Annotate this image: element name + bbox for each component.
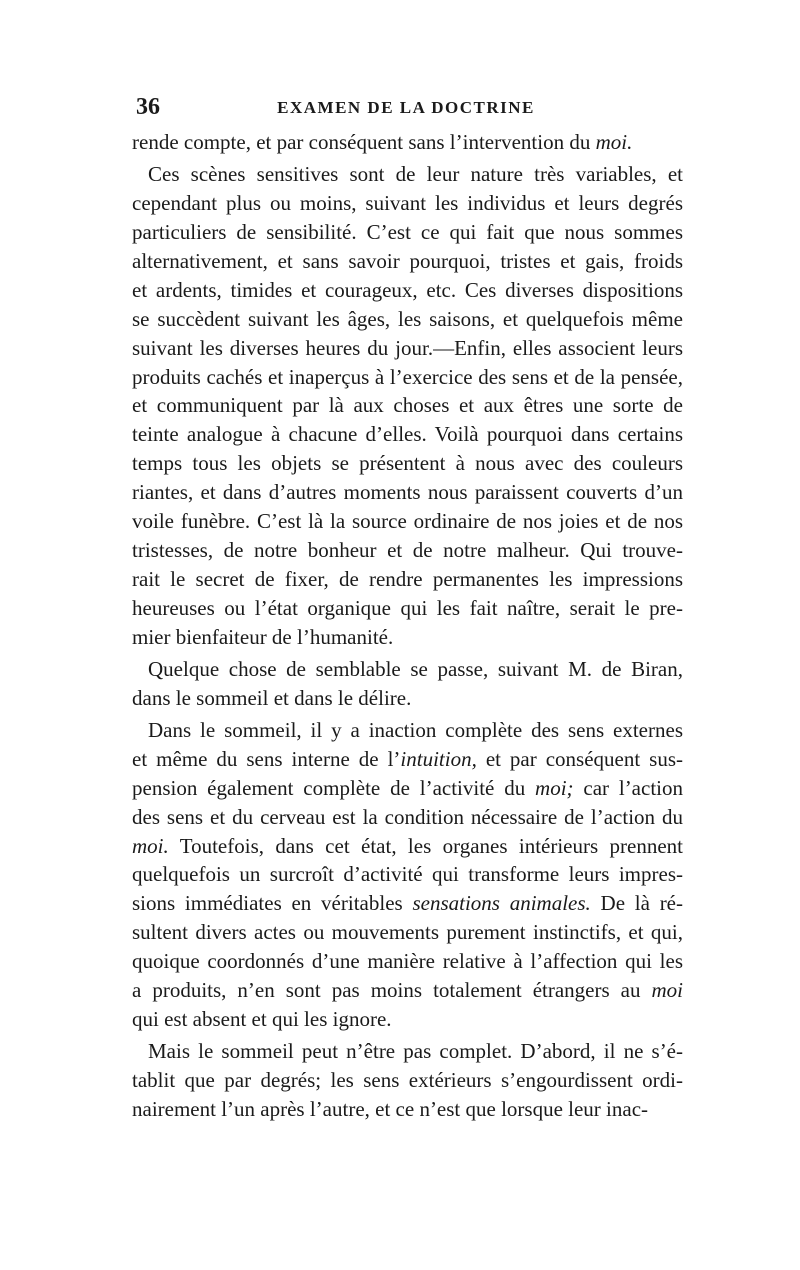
- text-run: rait le secret de fixer, de rendre permanentes les impressions: [132, 567, 683, 592]
- text-line: [132, 684, 683, 713]
- italic-text: moi: [651, 978, 683, 1003]
- running-title: EXAMEN DE LA DOCTRINE: [277, 98, 535, 117]
- text-line: [132, 832, 683, 861]
- text-line: [132, 478, 683, 507]
- text-run: Dans le sommeil, il y a inaction complète des sens externes: [148, 717, 683, 742]
- text-line: [132, 774, 683, 803]
- text-line: [132, 276, 683, 305]
- text-run: se succèdent suivant les âges, les saisons, et quelquefois même: [132, 306, 683, 331]
- text-line: [132, 391, 683, 420]
- text-run: De là ré-: [590, 891, 683, 916]
- text-line: [132, 918, 683, 947]
- text-run: des sens et du cerveau est la condition nécessaire de l’action du: [132, 804, 683, 829]
- paragraph: [132, 1037, 683, 1124]
- text-run: sions immédiates en véritables: [132, 891, 413, 916]
- paragraph: [132, 655, 683, 713]
- text-run: pension également complète de l’activité du: [132, 775, 536, 800]
- body-text: [132, 128, 683, 1124]
- text-run: sultent divers actes ou mouvements purement instinctifs, et qui,: [132, 920, 683, 945]
- text-line: [132, 449, 683, 478]
- text-line: [132, 160, 683, 189]
- text-run: Toutefois, dans cet état, les organes intérieurs prennent: [168, 833, 683, 858]
- text-line: [132, 803, 683, 832]
- text-run: suivant les diverses heures du jour.—Enfin, elles associent leurs: [132, 335, 683, 360]
- text-line: [132, 334, 683, 363]
- text-line: [132, 976, 683, 1005]
- text-line: [132, 189, 683, 218]
- text-run: a produits, n’en sont pas moins totalement étrangers au: [132, 978, 652, 1003]
- text-line: [132, 716, 683, 745]
- text-run: Mais le sommeil peut n’être pas complet. D’abord, il ne s’é-: [148, 1039, 683, 1064]
- italic-text: moi.: [132, 833, 169, 858]
- text-line: [132, 947, 683, 976]
- text-line: [132, 1005, 683, 1034]
- text-line: [132, 218, 683, 247]
- text-line: [132, 128, 683, 157]
- italic-text: sensations animales.: [412, 891, 591, 916]
- text-run: tristesses, de notre bonheur et de notre malheur. Qui trouve-: [132, 538, 683, 563]
- text-line: [132, 889, 683, 918]
- page-number: 36: [136, 94, 160, 120]
- text-run: teinte analogue à chacune d’elles. Voilà pourquoi dans certains: [132, 422, 683, 447]
- text-line: [132, 363, 683, 392]
- italic-text: moi.: [595, 130, 633, 154]
- paragraph: [132, 128, 683, 157]
- text-run: tablit que par degrés; les sens extérieurs s’engourdissent ordi-: [132, 1068, 683, 1092]
- text-run: riantes, et dans d’autres moments nous paraissent couverts d’un: [132, 480, 683, 505]
- text-line: [132, 1066, 683, 1095]
- text-run: produits cachés et inaperçus à l’exercice des sens et de la pensée,: [132, 364, 683, 389]
- text-line: [132, 745, 683, 774]
- text-run: heureuses ou l’état organique qui les fait naître, serait le pre-: [132, 596, 683, 620]
- text-run: particuliers de sensibilité. C’est ce qui fait que nous sommes: [132, 219, 683, 244]
- text-line: [132, 536, 683, 565]
- text-run: et par conséquent sus-: [476, 746, 683, 771]
- text-line: [132, 507, 683, 536]
- text-run: mier bienfaiteur de l’humanité.: [132, 624, 394, 649]
- text-line: [132, 655, 683, 684]
- text-run: quelquefois un surcroît d’activité qui transforme leurs impres-: [132, 862, 683, 887]
- text-line: [132, 1095, 683, 1124]
- text-run: rende compte, et par conséquent sans l’intervention du: [132, 130, 596, 154]
- text-run: car l’action: [573, 775, 683, 800]
- text-run: et même du sens interne de l’: [132, 746, 401, 771]
- text-run: Quelque chose de semblable se passe, suivant M. de Biran,: [148, 656, 683, 681]
- text-run: voile funèbre. C’est là la source ordinaire de nos joies et de nos: [132, 509, 683, 534]
- text-line: [132, 565, 683, 594]
- italic-text: moi;: [535, 775, 574, 800]
- text-line: [132, 860, 683, 889]
- italic-text: intuition,: [400, 746, 477, 771]
- text-line: [132, 420, 683, 449]
- text-run: cependant plus ou moins, suivant les individus et leurs degrés: [132, 190, 683, 215]
- text-line: [132, 305, 683, 334]
- text-run: et ardents, timides et courageux, etc. Ces diverses dispositions: [132, 277, 683, 302]
- paragraph: [132, 716, 683, 1034]
- text-run: quoique coordonnés d’une manière relative à l’affection qui les: [132, 949, 683, 974]
- text-run: temps tous les objets se présentent à nous avec des couleurs: [132, 451, 683, 476]
- page-header: [130, 94, 682, 122]
- text-line: [132, 623, 683, 652]
- text-run: qui est absent et qui les ignore.: [132, 1007, 392, 1032]
- text-run: Ces scènes sensitives sont de leur nature très variables, et: [148, 161, 683, 186]
- text-line: [132, 1037, 683, 1066]
- text-run: et communiquent par là aux choses et aux êtres une sorte de: [132, 393, 683, 418]
- text-run: alternativement, et sans savoir pourquoi, tristes et gais, froids: [132, 248, 683, 273]
- text-line: [132, 594, 683, 623]
- text-line: [132, 247, 683, 276]
- text-run: nairement l’un après l’autre, et ce n’est que lorsque leur inac-: [132, 1096, 649, 1121]
- paragraph: [132, 160, 683, 652]
- text-run: dans le sommeil et dans le délire.: [132, 685, 412, 710]
